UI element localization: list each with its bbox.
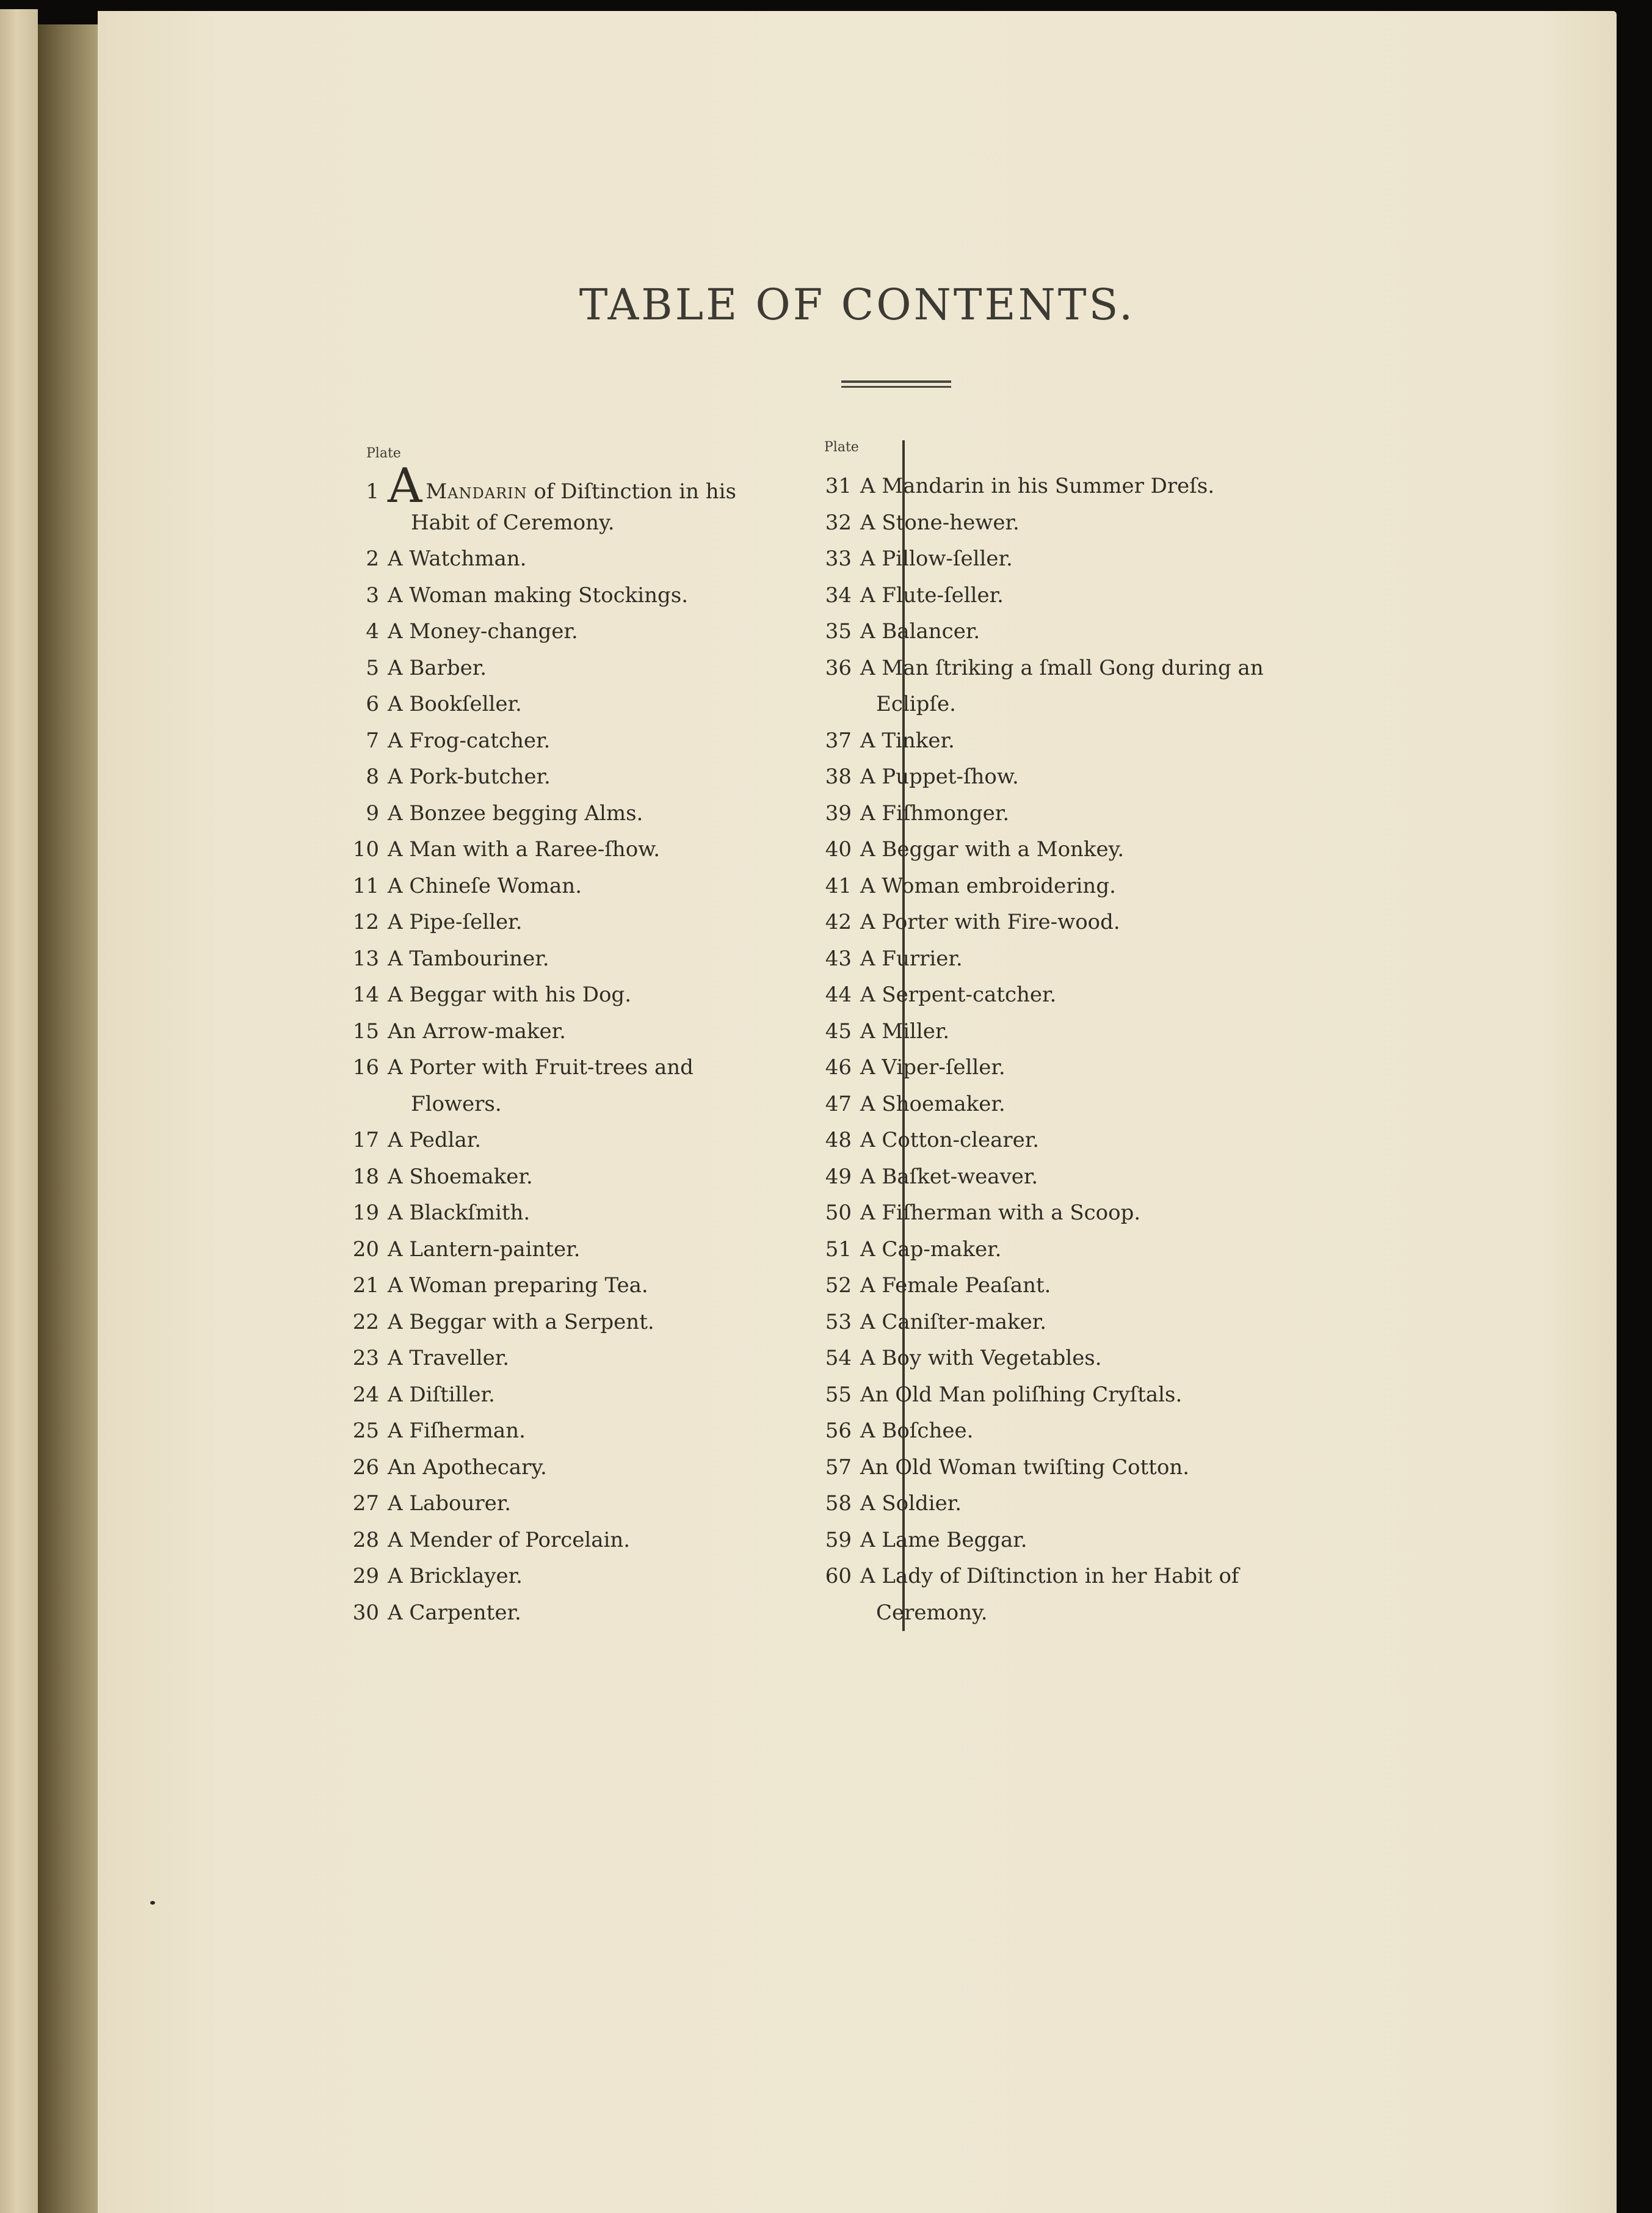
plate-entry [822, 619, 980, 644]
plate-number: 44 [825, 983, 852, 1007]
plate-number: 19 [352, 1201, 379, 1225]
plate-title: A Labourer. [388, 1491, 512, 1516]
plate-title: A Carpenter. [388, 1600, 521, 1625]
plate-number: 2 [366, 547, 379, 571]
plate-entry [352, 874, 582, 898]
plate-title: A Furrier. [860, 946, 963, 971]
plate-entry [352, 801, 643, 826]
plate-entry [352, 1383, 495, 1407]
plate-title: A Balancer. [860, 619, 980, 644]
plate-title: An Old Woman twiſting Cotton. [860, 1455, 1190, 1480]
plate-entry [352, 692, 522, 716]
plate-title: A Fiſherman with a Scoop. [860, 1201, 1141, 1225]
plate-number: 48 [825, 1128, 852, 1152]
left-column-header: Plate [366, 446, 401, 461]
plate-entry [352, 1201, 530, 1225]
plate-title: A Stone-hewer. [860, 510, 1020, 535]
plate-entry [822, 801, 1009, 826]
plate-title: A Puppet-ſhow. [860, 765, 1019, 789]
plate-number: 23 [352, 1346, 379, 1370]
plate-entry [352, 459, 736, 514]
plate-entry [822, 1528, 1027, 1552]
plate-title: A Pillow-ſeller. [860, 547, 1013, 571]
plate-number: 30 [352, 1600, 379, 1625]
plate-entry [352, 619, 578, 644]
plate-entry [352, 947, 549, 971]
plate-title: A Lantern-painter. [388, 1237, 581, 1262]
plate-number: 17 [352, 1128, 379, 1152]
plate-entry [822, 1165, 1038, 1189]
plate-title: A Porter with Fruit-trees and [388, 1055, 694, 1080]
plate-title: A Watchman. [388, 547, 527, 571]
plate-number: 40 [825, 837, 852, 862]
plate-title: A Viper-ſeller. [860, 1055, 1005, 1080]
plate-number: 11 [352, 873, 379, 898]
plate-title: A Tambouriner. [388, 946, 549, 971]
plate-title: A Chineſe Woman. [388, 873, 582, 898]
plate-number: 39 [825, 801, 852, 826]
plate-title: A Beggar with his Dog. [388, 983, 632, 1007]
plate-title-smallcaps: Mandarin [426, 479, 527, 504]
plate-title-continuation: Habit of Ceremony. [411, 510, 615, 535]
plate-entry [822, 1346, 1102, 1370]
plate-title: A Mandarin in his Summer Dreſs. [860, 474, 1215, 498]
plate-entry [822, 1092, 1005, 1116]
plate-entry [352, 983, 631, 1007]
plate-entry [352, 1601, 521, 1625]
plate-number: 35 [825, 619, 852, 644]
plate-entry [822, 910, 1120, 934]
plate-entry [822, 947, 963, 971]
plate-number: 50 [825, 1201, 852, 1225]
plate-number: 18 [352, 1164, 379, 1189]
plate-title: An Old Man poliſhing Cryſtals. [860, 1382, 1183, 1407]
plate-number: 7 [366, 728, 379, 753]
plate-title: A Man ſtriking a ſmall Gong during an [860, 655, 1264, 680]
plate-entry [352, 910, 522, 934]
plate-number: 33 [825, 547, 852, 571]
plate-number: 15 [352, 1019, 379, 1044]
plate-entry [822, 1201, 1140, 1225]
plate-title: An Apothecary. [388, 1455, 547, 1480]
plate-number: 45 [825, 1019, 852, 1044]
plate-number: 31 [825, 474, 852, 498]
plate-title: A Beggar with a Monkey. [860, 837, 1125, 862]
page-title: TABLE OF CONTENTS. [579, 280, 1136, 330]
plate-number: 20 [352, 1237, 379, 1262]
plate-number: 1 [366, 479, 379, 504]
plate-entry [352, 1564, 523, 1588]
plate-title: A Woman preparing Tea. [388, 1273, 648, 1298]
plate-title: A Man with a Raree-ſhow. [388, 837, 661, 862]
plate-number: 54 [825, 1346, 852, 1370]
plate-number: 26 [352, 1455, 379, 1480]
plate-number: 25 [352, 1419, 379, 1443]
plate-title: A Pork-butcher. [388, 765, 551, 789]
plate-entry [822, 874, 1116, 898]
plate-entry [822, 1310, 1046, 1334]
plate-title: A Lady of Diſtinction in her Habit of [860, 1564, 1239, 1588]
plate-entry [352, 1346, 509, 1370]
plate-entry [822, 837, 1124, 862]
plate-number: 24 [352, 1382, 379, 1407]
plate-title: A Fiſherman. [388, 1419, 526, 1443]
plate-title: A Lame Beggar. [860, 1527, 1027, 1552]
plate-title: A Soldier. [860, 1491, 962, 1516]
plate-title: A Flute-ſeller. [860, 583, 1004, 608]
plate-title: A Mender of Porcelain. [388, 1527, 631, 1552]
plate-number: 21 [352, 1273, 379, 1298]
plate-number: 53 [825, 1309, 852, 1334]
plate-number: 52 [825, 1273, 852, 1298]
plate-number: 4 [366, 619, 379, 644]
plate-number: 37 [825, 728, 852, 753]
plate-title: A Tinker. [860, 728, 955, 753]
plate-title: A Fiſhmonger. [860, 801, 1010, 826]
plate-title: A Diſtiller. [388, 1382, 495, 1407]
plate-title: A Boſchee. [860, 1419, 974, 1443]
plate-number: 14 [352, 983, 379, 1007]
plate-number: 16 [352, 1055, 379, 1080]
plate-entry [352, 547, 526, 571]
plate-title: of Diſtinction in his [527, 479, 736, 504]
plate-entry [822, 729, 955, 753]
plate-entry [352, 765, 551, 789]
plate-number: 60 [825, 1564, 852, 1588]
plate-number: 22 [352, 1309, 379, 1334]
plate-title: A Female Peaſant. [860, 1273, 1051, 1298]
plate-entry [352, 837, 660, 862]
plate-entry [822, 1019, 949, 1044]
plate-entry [822, 1419, 973, 1443]
plate-title: A Frog-catcher. [388, 728, 551, 753]
title-rule-top [841, 380, 951, 383]
plate-entry [352, 1455, 547, 1480]
plate-entry [352, 1528, 630, 1552]
plate-title-continuation: Ceremony. [876, 1600, 988, 1625]
plate-number: 36 [825, 655, 852, 680]
plate-entry [822, 583, 1004, 608]
plate-number: 51 [825, 1237, 852, 1262]
plate-title: A Bookſeller. [388, 692, 522, 716]
plate-entry [352, 1055, 694, 1080]
plate-number: 46 [825, 1055, 852, 1080]
plate-entry [352, 1491, 511, 1516]
title-rule-bottom [841, 386, 951, 388]
plate-title: A Serpent-catcher. [860, 983, 1057, 1007]
plate-entry [822, 511, 1020, 535]
plate-number: 13 [352, 946, 379, 971]
plate-entry [352, 1310, 654, 1334]
plate-entry [822, 656, 1264, 680]
plate-title: A Boy with Vegetables. [860, 1346, 1102, 1370]
plate-title-continuation: Eclipſe. [876, 692, 956, 716]
plate-number: 32 [825, 510, 852, 535]
plate-title: A Bricklayer. [388, 1564, 523, 1588]
plate-entry [352, 1019, 566, 1044]
left-page-edge [0, 9, 38, 2213]
plate-entry [822, 1273, 1051, 1298]
plate-entry [822, 983, 1056, 1007]
plate-entry [352, 583, 688, 608]
plate-title: A Cap-maker. [860, 1237, 1002, 1262]
plate-entry [822, 1128, 1039, 1152]
plate-title-continuation: Flowers. [411, 1091, 502, 1116]
plate-number: 47 [825, 1091, 852, 1116]
plate-entry [822, 547, 1013, 571]
plate-number: 3 [366, 583, 379, 608]
plate-number: 29 [352, 1564, 379, 1588]
plate-title: A Miller. [860, 1019, 950, 1044]
plate-entry [822, 1491, 962, 1516]
plate-title: A Traveller. [388, 1346, 510, 1370]
plate-number: 57 [825, 1455, 852, 1480]
plate-title: A Pedlar. [388, 1128, 482, 1152]
plate-title: A Bonzee begging Alms. [388, 801, 643, 826]
plate-number: 55 [825, 1382, 852, 1407]
plate-entry [822, 1564, 1239, 1588]
plate-entry [352, 1165, 533, 1189]
plate-number: 41 [825, 873, 852, 898]
plate-entry [822, 474, 1214, 498]
plate-number: 58 [825, 1491, 852, 1516]
plate-number: 5 [366, 655, 379, 680]
plate-entry [352, 1273, 648, 1298]
plate-number: 10 [352, 837, 379, 862]
plate-title: A Baſket-weaver. [860, 1164, 1038, 1189]
drop-cap-letter: A [388, 459, 422, 514]
plate-number: 28 [352, 1527, 379, 1552]
plate-title: A Beggar with a Serpent. [388, 1309, 654, 1334]
plate-entry [352, 1237, 580, 1262]
plate-entry [352, 656, 487, 680]
plate-entry [822, 765, 1019, 789]
plate-title: A Porter with Fire-wood. [860, 910, 1120, 934]
plate-entry [822, 1055, 1005, 1080]
plate-entry [822, 1237, 1001, 1262]
plate-title: A Woman embroidering. [860, 873, 1116, 898]
plate-number: 56 [825, 1419, 852, 1443]
plate-number: 42 [825, 910, 852, 934]
plate-title: A Blackſmith. [388, 1201, 531, 1225]
plate-number: 6 [366, 692, 379, 716]
plate-number: 49 [825, 1164, 852, 1189]
plate-number: 43 [825, 946, 852, 971]
plate-number: 8 [366, 765, 379, 789]
plate-number: 27 [352, 1491, 379, 1516]
plate-title: A Woman making Stockings. [388, 583, 689, 608]
contents-page [98, 11, 1617, 2213]
plate-title: A Pipe-ſeller. [388, 910, 523, 934]
plate-title: A Caniſter-maker. [860, 1309, 1047, 1334]
plate-title: A Money-changer. [388, 619, 578, 644]
plate-title: A Cotton-clearer. [860, 1128, 1040, 1152]
plate-title: An Arrow-maker. [388, 1019, 566, 1044]
plate-title: A Barber. [388, 655, 487, 680]
plate-entry [352, 729, 550, 753]
plate-entry [822, 1455, 1189, 1480]
plate-number: 38 [825, 765, 852, 789]
plate-title: A Shoemaker. [860, 1091, 1005, 1116]
plate-number: 59 [825, 1527, 852, 1552]
plate-number: 12 [352, 910, 379, 934]
plate-number: 34 [825, 583, 852, 608]
plate-title: A Shoemaker. [388, 1164, 533, 1189]
plate-number: 9 [366, 801, 379, 826]
plate-entry [352, 1128, 481, 1152]
plate-entry [352, 1419, 526, 1443]
plate-entry [822, 1383, 1182, 1407]
right-column-header: Plate [824, 440, 859, 455]
ink-speck [150, 1901, 155, 1905]
